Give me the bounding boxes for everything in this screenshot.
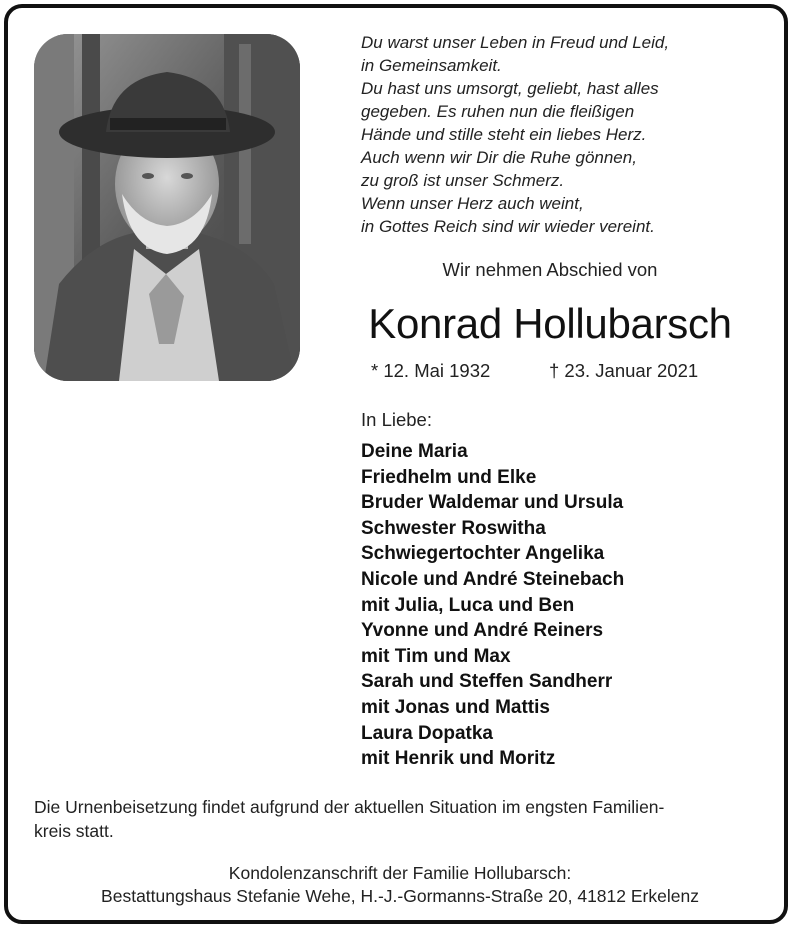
in-love-label: In Liebe:: [361, 409, 432, 430]
mourner: Friedhelm und Elke: [361, 466, 537, 488]
poem-line: Du warst unser Leben in Freud und Leid,: [361, 33, 670, 52]
mourner: Deine Maria: [361, 441, 468, 462]
burial-notice-line: Die Urnenbeisetzung findet aufgrund der aktuellen Situation im engsten Familien-: [34, 797, 665, 817]
mourner: mit Tim und Max: [361, 645, 511, 667]
burial-notice-line: kreis statt.: [34, 821, 114, 841]
mourner: Sarah und Steffen Sandherr: [361, 671, 613, 693]
death-date: † 23. Januar 2021: [549, 360, 699, 381]
burial-notice: [34, 795, 754, 843]
mourner: Nicole und André Steinebach: [361, 568, 625, 590]
mourner: Schwester Roswitha: [361, 517, 546, 539]
poem-line: Du hast uns umsorgt, geliebt, hast alles: [361, 79, 659, 98]
mourner: mit Jonas und Mattis: [361, 696, 550, 718]
poem-line: gegeben. Es ruhen nun die fleißigen: [361, 102, 635, 121]
mourners-list: [361, 439, 624, 772]
mourner: mit Henrik und Moritz: [361, 748, 556, 770]
poem-line: zu groß ist unser Schmerz.: [361, 171, 565, 190]
poem-line: Hände und stille steht ein liebes Herz.: [361, 125, 647, 144]
mourner: mit Julia, Luca und Ben: [361, 594, 575, 616]
poem-line: in Gottes Reich sind wir wieder vereint.: [361, 217, 655, 236]
mourner: Yvonne und André Reiners: [361, 620, 604, 642]
poem-line: Auch wenn wir Dir die Ruhe gönnen,: [361, 148, 637, 167]
farewell-line: Wir nehmen Abschied von: [442, 259, 658, 280]
portrait-photo: [34, 34, 300, 381]
mourner: Schwiegertochter Angelika: [361, 543, 605, 565]
condolence-heading: Kondolenzanschrift der Familie Hollubarsch:: [228, 863, 572, 883]
birth-date: * 12. Mai 1932: [371, 360, 491, 381]
mourner: Laura Dopatka: [361, 722, 493, 744]
poem: [361, 31, 669, 238]
poem-line: in Gemeinsamkeit.: [361, 56, 502, 75]
mourner: Bruder Waldemar und Ursula: [361, 492, 624, 514]
poem-line: Wenn unser Herz auch weint,: [361, 194, 584, 213]
condolence-street: Bestattungshaus Stefanie Wehe, H.-J.-Gormanns-Straße 20, 41812 Erkelenz: [101, 886, 699, 906]
condolence-address: [20, 862, 780, 908]
deceased-name: Konrad Hollubarsch: [368, 300, 732, 347]
